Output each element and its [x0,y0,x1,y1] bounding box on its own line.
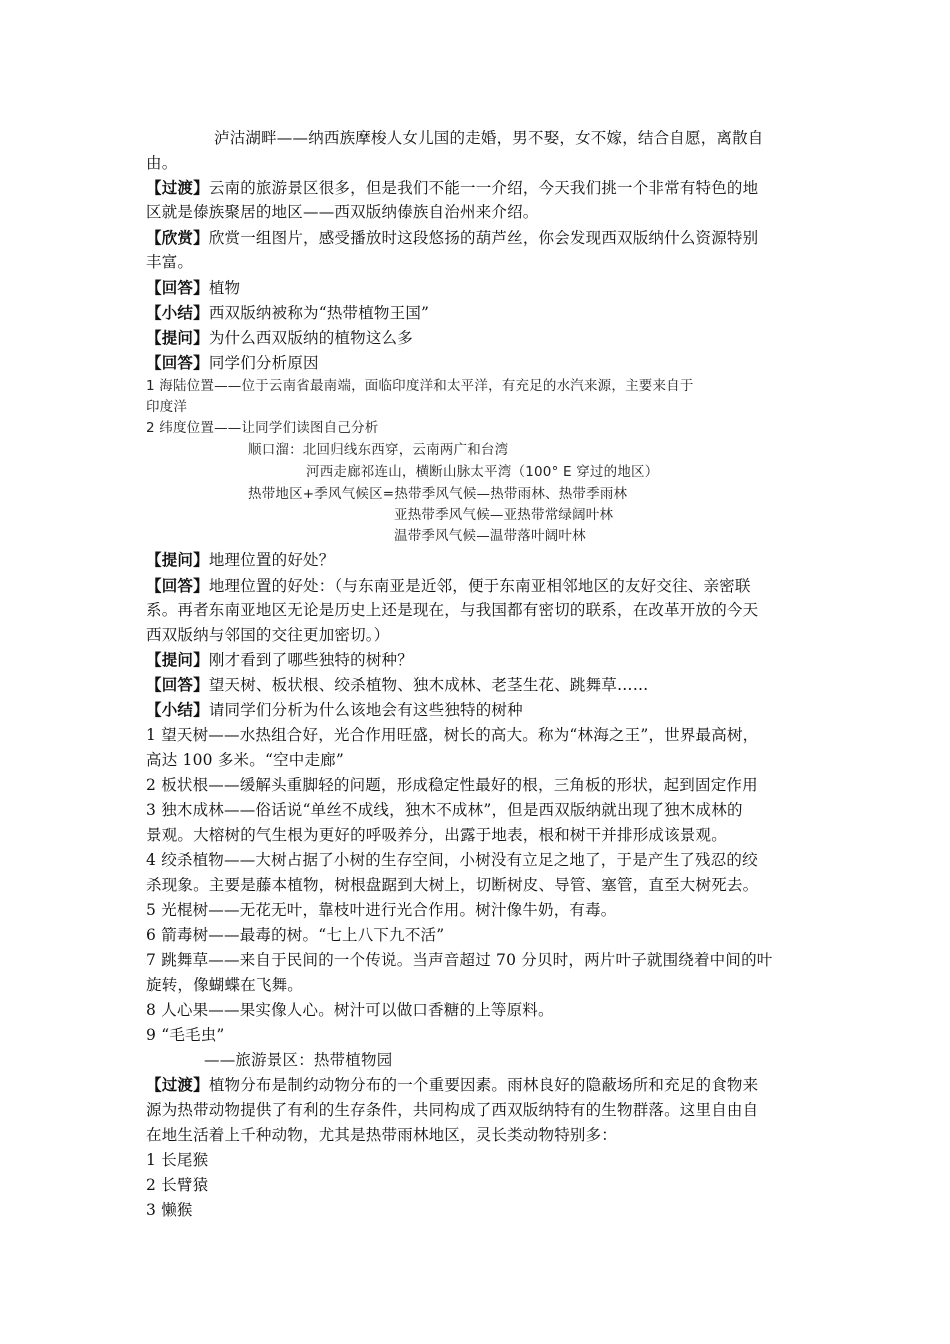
text-line [146,397,187,417]
text-line [306,462,658,482]
line-text: 2 纬度位置——让同学们读图自己分析 [146,420,379,436]
line-text: 欣赏一组图片，感受播放时这段悠扬的葫芦丝，你会发现西双版纳什么资源特别 [208,229,759,247]
section-tag: 【提问】 [146,550,209,569]
section-tag: 【小结】 [146,303,209,322]
line-text: 7 跳舞草——来自于民间的一个传说。当声音超过 70 分贝时，两片叶子就围绕着中间的叶 [146,951,773,969]
section-tag: 【欣赏】 [146,228,209,247]
line-text: 西双版纳与邻国的交往更加密切。） [146,626,390,644]
line-text: 植物 [208,279,241,297]
line-text: 系。再者东南亚地区无论是历史上还是现在，与我国都有密切的联系，在改革开放的今天 [146,601,759,619]
line-text: 植物分布是制约动物分布的一个重要因素。雨林良好的隐蔽场所和充足的食物来 [208,1076,759,1094]
line-text: 温带季风气候—温带落叶阔叶林 [394,528,586,544]
line-text: 亚热带季风气候—亚热带常绿阔叶林 [394,507,614,523]
section-tag: 【回答】 [146,576,209,595]
text-line [146,725,758,745]
text-line [146,1000,554,1020]
text-line [146,800,743,820]
section-tag: 【过渡】 [146,1075,209,1094]
line-text: 旋转，像蝴蝶在飞舞。 [146,976,304,994]
line-text: 在地生活着上千种动物，尤其是热带雨林地区，灵长类动物特别多： [146,1126,618,1144]
line-text: 同学们分析原因 [208,354,319,372]
text-line [146,900,617,920]
text-line [146,700,523,720]
text-line [146,252,193,272]
line-text: 请同学们分析为什么该地会有这些独特的树种 [208,701,523,719]
text-line [146,750,344,770]
text-line [248,440,508,460]
line-text: 由。 [146,154,178,172]
line-text: 5 光棍树——无花无叶，靠枝叶进行光合作用。树汁像牛奶，有毒。 [146,901,617,919]
line-text: 1 海陆位置——位于云南省最南端，面临印度洋和太平洋，有充足的水汽来源，主要来自于 [146,378,694,394]
line-text: 西双版纳被称为“热带植物王国” [208,304,430,322]
line-text: 丰富。 [146,253,194,271]
line-text: 望天树、板状根、绞杀植物、独木成林、老茎生花、跳舞草…… [208,676,649,694]
text-line [146,825,727,845]
text-line [146,576,751,596]
text-line [146,228,758,248]
text-line [146,353,319,373]
line-text: 2 长臂猿 [146,1176,209,1194]
section-tag: 【回答】 [146,675,209,694]
line-text: 6 箭毒树——最毒的树。“七上八下九不活” [146,926,445,944]
text-line [146,1125,617,1145]
line-text: 地理位置的好处：（与东南亚是近邻，便于东南亚相邻地区的友好交往、亲密联 [208,577,751,595]
text-line [146,950,772,970]
text-line [146,775,758,795]
line-text: 1 望天树——水热组合好，光合作用旺盛，树长的高大。称为“林海之王”，世界最高树， [146,726,759,744]
section-tag: 【提问】 [146,328,209,347]
text-line [146,376,694,396]
text-line [146,1175,208,1195]
line-text: 高达 100 多米。“空中走廊” [146,751,344,769]
line-text: 为什么西双版纳的植物这么多 [208,329,413,347]
line-text: 景观。大榕树的气生根为更好的呼吸养分，出露于地表，根和树干并排形成该景观。 [146,826,727,844]
line-text: 泸沽湖畔——纳西族摩梭人女儿国的走婚，男不娶，女不嫁，结合自愿，离散自 [214,129,764,147]
line-text: 杀现象。主要是藤本植物，树根盘踞到大树上，切断树皮、导管、塞管，直至大树死去。 [146,876,759,894]
line-text: 河西走廊祁连山，横断山脉太平湾（100° E 穿过的地区） [306,464,659,480]
text-line [146,550,334,570]
text-line [146,178,758,198]
section-tag: 【过渡】 [146,178,209,197]
text-line [146,328,413,348]
line-text: 8 人心果——果实像人心。树汁可以做口香糖的上等原料。 [146,1001,554,1019]
text-line [204,1050,392,1070]
section-tag: 【回答】 [146,278,209,297]
text-line [248,484,627,504]
line-text: 刚才看到了哪些独特的树种？ [208,651,413,669]
line-text: 1 长尾猴 [146,1151,209,1169]
text-line [146,303,429,323]
line-text: 4 绞杀植物——大树占据了小树的生存空间，小树没有立足之地了，于是产生了残忍的绞 [146,851,758,869]
text-line [394,526,586,546]
text-line [146,202,539,222]
line-text: 3 懒猴 [146,1201,193,1219]
text-line [146,418,378,438]
text-line [146,1200,193,1220]
text-line [146,650,413,670]
section-tag: 【小结】 [146,700,209,719]
text-line [146,600,758,620]
text-line [146,625,389,645]
text-line [146,975,303,995]
text-line [146,1100,758,1120]
text-line [146,850,758,870]
text-line [146,153,177,173]
line-text: 2 板状根——缓解头重脚轻的问题，形成稳定性最好的根，三角板的形状，起到固定作用 [146,776,758,794]
text-line [146,1075,758,1095]
line-text: 地理位置的好处？ [208,551,335,569]
line-text: 顺口溜：北回归线东西穿，云南两广和台湾 [248,442,509,458]
text-line [146,875,758,895]
line-text: 源为热带动物提供了有利的生存条件，共同构成了西双版纳特有的生物群落。这里自由自 [146,1101,759,1119]
text-line [394,505,613,525]
line-text: 云南的旅游景区很多，但是我们不能一一介绍，今天我们挑一个非常有特色的地 [208,179,759,197]
text-line [214,128,764,148]
section-tag: 【回答】 [146,353,209,372]
line-text: 区就是傣族聚居的地区——西双版纳傣族自治州来介绍。 [146,203,539,221]
line-text: ——旅游景区：热带植物园 [204,1051,393,1069]
line-text: 热带地区+季风气候区=热带季风气候—热带雨林、热带季雨林 [248,486,628,502]
section-tag: 【提问】 [146,650,209,669]
line-text: 9 “毛毛虫” [146,1026,225,1044]
text-line [146,1025,225,1045]
text-line [146,278,240,298]
text-line [146,675,648,695]
text-line [146,925,444,945]
line-text: 3 独木成林——俗话说“单丝不成线，独木不成林”，但是西双版纳就出现了独木成林的 [146,801,743,819]
text-line [146,1150,208,1170]
line-text: 印度洋 [146,399,188,415]
